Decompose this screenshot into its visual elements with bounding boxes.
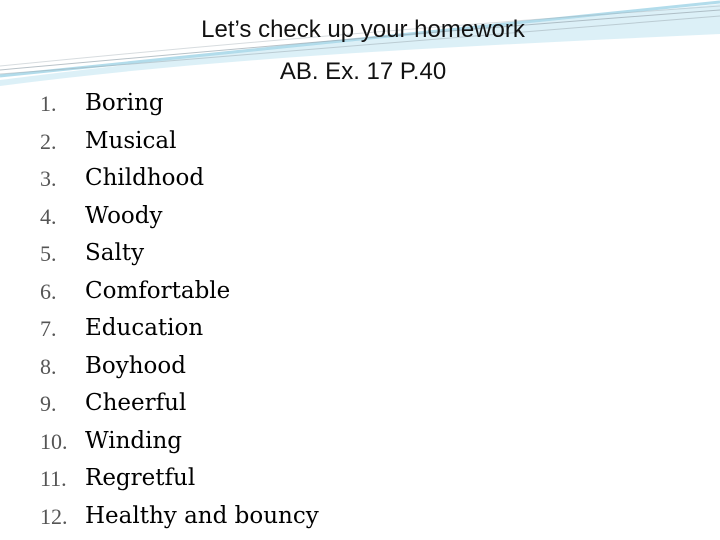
- title-line-2: AB. Ex. 17 P.40: [279, 58, 447, 85]
- item-text: Childhood: [85, 165, 205, 191]
- item-number: 11.: [40, 466, 67, 491]
- item-number: 6.: [40, 278, 57, 304]
- list-item: [0, 235, 720, 273]
- list-item: [0, 348, 720, 386]
- item-number: 2.: [40, 128, 57, 154]
- list-item: [0, 273, 720, 311]
- item-text: Regretful: [85, 465, 196, 491]
- item-number: 8.: [40, 353, 57, 379]
- item-number: 9.: [40, 391, 57, 416]
- item-number: 5.: [40, 241, 57, 266]
- answer-list: [0, 85, 720, 535]
- item-text: Boyhood: [85, 352, 186, 379]
- item-number: 1.: [40, 91, 57, 116]
- item-number: 7.: [40, 316, 57, 341]
- item-text: Comfortable: [85, 277, 231, 304]
- list-item: [0, 198, 720, 236]
- item-text: Woody: [85, 202, 163, 229]
- item-text: Salty: [85, 240, 145, 266]
- list-item: [0, 385, 720, 423]
- list-item: [0, 498, 720, 536]
- item-text: Musical: [85, 127, 177, 154]
- list-item: [0, 123, 720, 161]
- item-number: 3.: [40, 166, 57, 191]
- list-item: [0, 460, 720, 498]
- title-line-1: Let’s check up your homework: [201, 16, 525, 43]
- item-text: Cheerful: [85, 390, 187, 416]
- item-text: Education: [85, 315, 204, 341]
- item-text: Healthy and bouncy: [85, 502, 319, 529]
- list-item: [0, 85, 720, 123]
- list-item: [0, 423, 720, 461]
- item-number: 4.: [40, 203, 57, 229]
- item-number: 10.: [40, 428, 68, 454]
- item-text: Boring: [85, 90, 164, 116]
- item-number: 12.: [40, 503, 68, 529]
- list-item: [0, 160, 720, 198]
- item-text: Winding: [85, 427, 183, 454]
- list-item: [0, 310, 720, 348]
